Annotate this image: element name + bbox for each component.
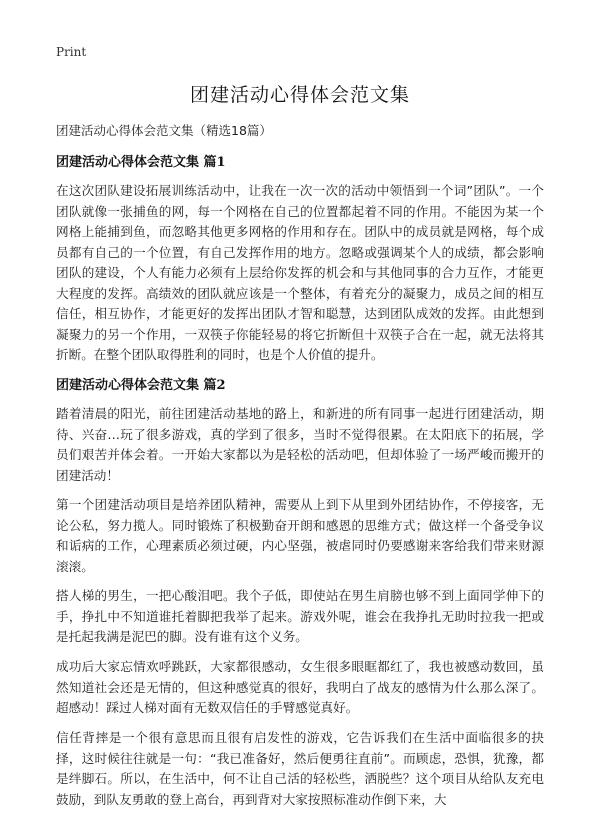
section-2-paragraph-3: 搭人梯的男生，一把心酸泪吧。我个子低，即使站在男生肩膀也够不到上面同学伸下的手，挣扎中不知道谁托着脚把我举了起来。游戏外呢，谁会在我挣扎无助时拉我一把或是托起我满是泥巴的脚。没有谁有这个义务。 [56, 588, 544, 644]
section-heading-1: 团建活动心得体会范文集 篇1 [56, 155, 226, 170]
section-2-paragraph-5: 信任背摔是一个很有意思而且很有启发性的游戏，它告诉我们在生活中面临很多的抉择，这时候往往就是一句：“我已准备好，然后便勇往直前”。而顾虑，恐惧，犹豫，都是绊脚石。所以，在生活中，何不让自己活的轻松些，洒脱些？这个项目从给队友充电鼓励，到队友勇敢的登上高台，再到背对大家按照标准动作倒下来，大 [56, 730, 544, 807]
section-1-paragraph-1: 在这次团队建设拓展训练活动中，让我在一次一次的活动中领悟到一个词”团队”。一个团队就像一张捕鱼的网，每一个网格在自己的位置都起着不同的作用。不能因为某一个网格上能捕到鱼，而忽略其他更多网格的作用和存在。团队中的成员就是网格，每个成员都有自己的一个位置，有自己发挥作用的地方。忽略或强调某个人的成绩，都会影响团队的建设，个人有能力必须有上层给你发挥的机会和与其他同事的合力互作，才能更大程度的发挥。高绩效的团队就应该是一个整体，有着充分的凝聚力，成员之间的相互信任，相互协作，才能更好的发挥出团队才智和聪慧，达到团队成效的发挥。由此想到凝聚力的另一个作用，一双筷子你能轻易的将它折断但十双筷子合在一起，就无法将其折断。在整个团队取得胜利的同时，也是个人价值的提升。 [56, 183, 544, 362]
section-2-paragraph-2: 第一个团建活动项目是培养团队精神，需要从上到下从里到外团结协作，不停接客，无论公私，努力揽人。同时锻炼了积极勤奋开朗和感恩的思维方式；做这样一个备受争议和诟病的工作，心理素质必须过硬，内心坚强，被虐同时仍要感谢来客给我们带来财源滚滚。 [56, 497, 544, 574]
document-subtitle: 团建活动心得体会范文集（精选18篇） [56, 123, 272, 138]
section-heading-2: 团建活动心得体会范文集 篇2 [56, 378, 226, 393]
document-title: 团建活动心得体会范文集 [189, 84, 410, 106]
section-2-paragraph-4: 成功后大家忘情欢呼跳跃，大家都很感动，女生很多眼眶都红了，我也被感动数回，虽然知道社会还是无情的，但这种感觉真的很好，我明白了战友的感情为什么那么深了。超感动！踩过人梯对面有无数双信任的手臂感觉真好。 [56, 659, 544, 715]
print-link[interactable]: Print [56, 45, 87, 59]
section-2-paragraph-1: 踏着清晨的阳光，前往团建活动基地的路上，和新进的所有同事一起进行团建活动，期待、兴奋…玩了很多游戏，真的学到了很多，当时不觉得很累。在太阳底下的拓展，学员们艰苦并体会着。一开始大家都以为是轻松的活动吧，但却体验了一场严峻而搬开的团建活动！ [56, 406, 544, 483]
